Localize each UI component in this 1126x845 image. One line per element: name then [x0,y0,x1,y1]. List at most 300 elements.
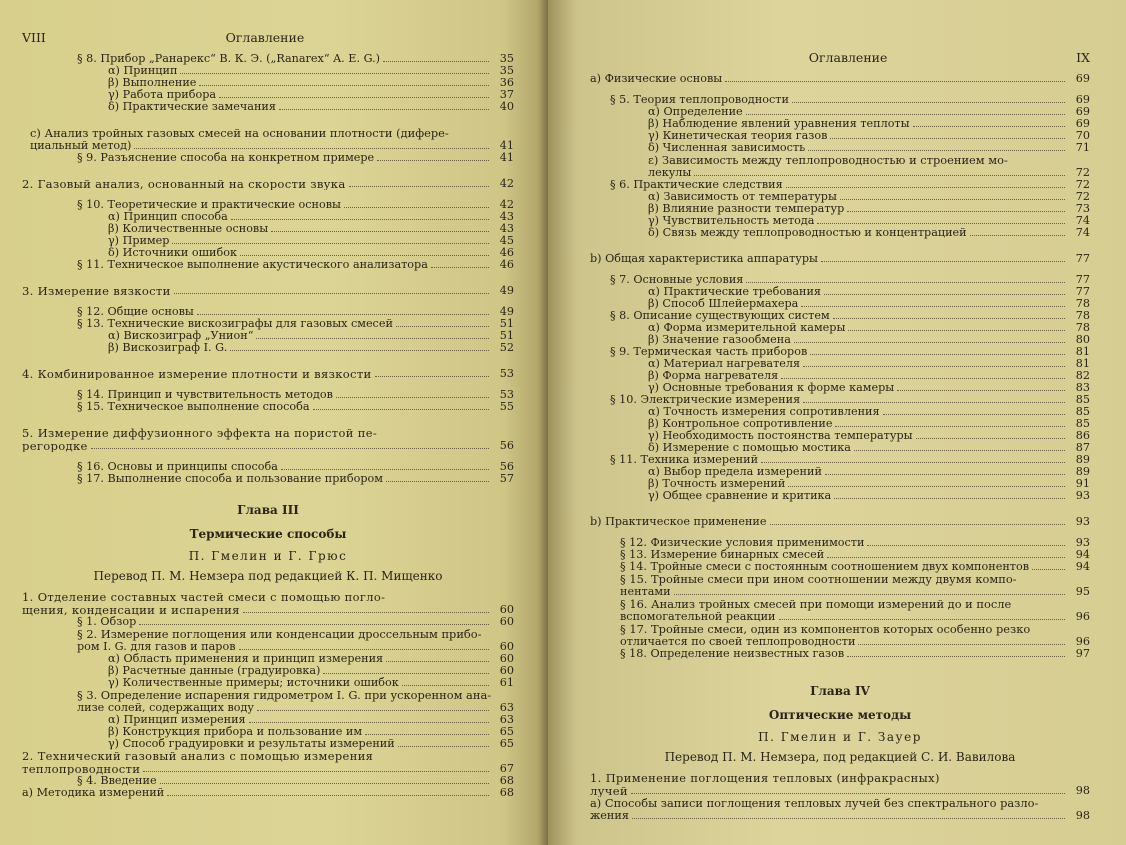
toc-entry [22,628,514,653]
dot-leader [219,97,489,98]
dot-leader [243,612,489,613]
spacer [22,452,514,461]
toc-page-number: 89 [1075,453,1090,466]
dot-leader [674,594,1065,595]
toc-page-number: 55 [499,400,514,413]
toc-entry [590,466,1090,478]
toc-page-number: 36 [499,76,514,89]
toc-entry [22,389,514,401]
toc-entry-line: циальный метод) [30,140,132,152]
toc-page-number: 93 [1075,536,1090,549]
toc-entry [590,430,1090,442]
toc-page-number: 72 [1075,190,1090,203]
chapter-authors: П. Гмелин и Г. Зауер [758,730,922,744]
dot-leader [794,342,1065,343]
toc-entry-label: § 12. Физические условия применимости [620,537,865,549]
dot-leader [840,199,1065,200]
dot-leader [770,524,1065,525]
dot-leader [375,376,489,377]
toc-entry [22,318,514,330]
dot-leader [230,350,489,351]
dot-leader [786,187,1065,188]
toc-entry [22,401,514,413]
toc-page-number: 63 [499,713,514,726]
toc-page-number: 41 [499,139,514,152]
toc-entry [22,235,514,247]
toc-page-number: 72 [1075,178,1090,191]
toc-entry [590,94,1090,106]
dot-leader [883,414,1065,415]
spacer [22,190,514,199]
toc-entry-label: § 4. Введение [77,775,157,787]
page-number: VIII [22,30,46,45]
toc-entry [22,461,514,473]
left-page [0,0,548,845]
dot-leader [827,557,1065,558]
toc-entry-label: δ) Измерение с помощью мостика [648,442,851,454]
dot-leader [824,294,1065,295]
spacer [22,164,514,178]
toc-entry-line: § 16. Анализ тройных смесей при помощи измерений до и после [620,597,1012,611]
toc-entry [590,154,1090,179]
dot-leader [858,644,1065,645]
toc-entry-label: § 8. Прибор „Ранарекс“ В. К. Э. („Ranarex“ A. E. G.) [77,53,381,65]
toc-entry-line: 2. Технический газовый анализ с помощью измерения [22,749,374,763]
toc-entry [590,537,1090,549]
toc-page-number: 85 [1075,405,1090,418]
toc-entry-label: α) Выбор предела измерений [648,466,822,478]
toc-list [590,73,1090,660]
toc-page-number: 67 [499,762,514,775]
dot-leader [788,486,1065,487]
dot-leader [143,771,489,772]
toc-entry [590,573,1090,598]
toc-entry [22,89,514,101]
dot-leader [344,207,489,208]
spacer [22,113,514,127]
toc-page-number: 42 [499,198,514,211]
toc-page-number: 78 [1075,297,1090,310]
toc-page-number: 52 [499,341,514,354]
toc-entry-label: § 5. Теория теплопроводности [610,94,789,106]
dot-leader [817,223,1065,224]
toc-entry-label: δ) Численная зависимость [648,142,806,154]
toc-entry [22,199,514,211]
dot-leader [847,656,1065,657]
toc-entry-line: § 17. Тройные смеси, один из компонентов которых особенно резко [620,622,1031,636]
toc-page-number: 98 [1075,809,1090,822]
toc-entry [22,178,514,190]
toc-entry [590,406,1090,418]
dot-leader [349,186,489,187]
toc-page-number: 85 [1075,417,1090,430]
dot-leader [377,160,489,161]
toc-page-number: 61 [499,676,514,689]
dot-leader [365,734,489,735]
toc-page-number: 49 [499,284,514,297]
dot-leader [336,397,489,398]
toc-page-number: 96 [1075,610,1090,623]
toc-entry-label: § 11. Техническое выполнение акустического анализатора [77,259,428,271]
dot-leader [172,243,489,244]
dot-leader [803,366,1065,367]
toc-page-number: 77 [1075,285,1090,298]
toc-entry-line: щения, конденсации и испарения [22,604,240,616]
toc-page-number: 78 [1075,309,1090,322]
dot-leader [897,390,1065,391]
toc-entry [590,253,1090,265]
toc-page-number: 60 [499,615,514,628]
toc-page-number: 73 [1075,202,1090,215]
toc-entry [590,298,1090,310]
toc-entry [590,418,1090,430]
dot-leader [694,175,1065,176]
toc-entry-line: 5. Измерение диффузионного эффекта на пористой пе- [22,426,378,440]
toc-entry-label: γ) Способ градуировки и результаты измерений [108,738,395,750]
toc-page-number: 74 [1075,226,1090,239]
toc-page-number: 53 [499,367,514,380]
dot-leader [913,126,1065,127]
toc-entry-label: γ) Работа прибора [108,89,217,101]
dot-leader [257,710,489,711]
toc-entry-label: γ) Пример [108,235,170,247]
toc-page-number: 91 [1075,477,1090,490]
toc-entry-label: α) Материал нагревателя [648,358,801,370]
dot-leader [725,81,1065,82]
toc-entry [22,665,514,677]
toc-entry-line: лучей [590,785,628,797]
dot-leader [847,211,1065,212]
toc-entry-label: α) Практические требования [648,286,821,298]
toc-page-number: 65 [499,737,514,750]
dot-leader [249,722,489,723]
toc-entry [22,285,514,297]
toc-entry [590,772,1090,797]
toc-entry-label: § 14. Принцип и чувствительность методов [77,389,333,401]
right-page-header [590,50,1090,65]
dot-leader [197,314,489,315]
toc-entry-label: § 13. Технические вискозиграфы для газовых смесей [77,318,393,330]
chapter-translation: Перевод П. М. Немзера под редакцией К. П. Мищенко [93,569,443,583]
toc-entry-line: теплопроводности [22,763,141,775]
toc-entry [22,750,514,775]
toc-entry [22,368,514,380]
toc-page-number: 94 [1075,560,1090,573]
toc-page-number: 41 [499,151,514,164]
toc-entry [22,127,514,152]
toc-page-number: 81 [1075,357,1090,370]
toc-page-number: 43 [499,222,514,235]
spacer [590,85,1090,94]
toc-entry-label: § 8. Описание существующих систем [610,310,830,322]
toc-page-number: 82 [1075,369,1090,382]
toc-entry [590,227,1090,239]
running-head: Оглавление [808,50,888,65]
toc-page-number: 83 [1075,381,1090,394]
toc-entry [590,358,1090,370]
toc-page-number: 51 [499,317,514,330]
toc-entry [590,394,1090,406]
toc-entry-label: δ) Связь между теплопроводностью и концентрацией [648,227,967,239]
toc-entry-line: отличается по своей теплопроводности [620,636,856,648]
toc-page-number: 70 [1075,129,1090,142]
toc-page-number: 40 [499,100,514,113]
toc-page-number: 93 [1075,515,1090,528]
dot-leader [631,793,1065,794]
toc-entry-label: § 9. Термическая часть приборов [610,346,808,358]
toc-entry-label: α) Принцип [108,65,178,77]
toc-entry-label: β) Контрольное сопротивление [648,418,833,430]
toc-entry-label: β) Значение газообмена [648,334,791,346]
toc-entry-label: β) Точность измерений [648,478,786,490]
toc-list [22,53,514,485]
toc-page-number: 56 [499,439,514,452]
toc-entry-label: β) Форма нагревателя [648,370,779,382]
toc-page-number: 95 [1075,585,1090,598]
toc-entry-label: § 10. Электрические измерения [610,394,801,406]
toc-entry-label: § 13. Измерение бинарных смесей [620,549,825,561]
toc-entry [590,797,1090,822]
toc-entry-line: § 2. Измерение поглощения или конденсации дроссельным прибо- [77,627,482,641]
toc-entry-label: § 16. Основы и принципы способа [77,461,278,473]
dot-leader [386,481,489,482]
toc-entry-label: γ) Необходимость постоянства температуры [648,430,913,442]
dot-leader [830,138,1065,139]
toc-page-number: 74 [1075,214,1090,227]
dot-leader [174,293,489,294]
dot-leader [139,624,489,625]
chapter-title: Оптические методы [768,708,912,722]
toc-entry [22,77,514,89]
toc-entry-label: а) Физические основы [590,73,723,85]
toc-entry-label: α) Принцип способа [108,211,228,223]
toc-entry-line: лизе солей, содержащих воду [77,702,255,714]
dot-leader [431,267,489,268]
toc-page-number: 68 [499,774,514,787]
toc-page-number: 51 [499,329,514,342]
spacer [590,502,1090,516]
toc-page-number: 98 [1075,784,1090,797]
toc-entry-line: с) Анализ тройных газовых смесей на основании плотности (дифере- [30,126,449,140]
toc-page-number: 49 [499,305,514,318]
toc-page-number: 87 [1075,441,1090,454]
toc-entry [22,53,514,65]
dot-leader [781,378,1065,379]
toc-page-number: 77 [1075,273,1090,286]
toc-entry-label: α) Вискозиграф „Унион“ [108,330,254,342]
toc-entry [22,247,514,259]
spacer [22,380,514,389]
toc-page-number: 63 [499,701,514,714]
toc-entry-label: β) Влияние разности температур [648,203,845,215]
toc-entry [590,310,1090,322]
toc-entry [22,726,514,738]
toc-entry [22,427,514,452]
toc-entry [590,286,1090,298]
dot-leader [231,219,489,220]
left-page-header [22,30,514,45]
dot-leader [256,338,489,339]
toc-entry-label: § 11. Техника измерений [610,454,759,466]
toc-page-number: 56 [499,460,514,473]
toc-entry [590,191,1090,203]
dot-leader [803,402,1065,403]
toc-entry-label: δ) Практические замечания [108,101,276,113]
toc-entry [590,346,1090,358]
toc-page-number: 60 [499,664,514,677]
dot-leader [746,114,1065,115]
dot-leader [281,469,489,470]
toc-entry [22,653,514,665]
toc-entry-label: α) Форма измерительной камеры [648,322,846,334]
toc-entry [590,516,1090,528]
toc-entry [22,65,514,77]
toc-page-number: 69 [1075,117,1090,130]
dot-leader [779,619,1066,620]
spacer [22,271,514,285]
toc-entry-label: γ) Кинетическая теория газов [648,130,828,142]
toc-entry [590,442,1090,454]
dot-leader [916,438,1065,439]
toc-page-number: 80 [1075,333,1090,346]
running-head: Оглавление [225,30,305,45]
dot-leader [134,148,489,149]
toc-entry [22,259,514,271]
toc-entry [22,787,514,799]
toc-page-number: 69 [1075,72,1090,85]
chapter-authors: П. Гмелин и Г. Грюс [188,549,348,563]
toc-entry-label: β) Выполнение [108,77,197,89]
toc-entry-line: а) Способы записи поглощения тепловых лучей без спектрального разло- [590,796,1039,810]
page-number: IX [1076,50,1090,65]
toc-page-number: 65 [499,725,514,738]
toc-entry [590,623,1090,648]
dot-leader [383,61,489,62]
dot-leader [867,545,1065,546]
dot-leader [199,85,489,86]
toc-page-number: 35 [499,52,514,65]
toc-page-number: 60 [499,652,514,665]
chapter-label: Глава IV [810,684,870,698]
dot-leader [386,661,489,662]
toc-entry-label: α) Точность измерения сопротивления [648,406,880,418]
toc-entry [22,775,514,787]
spacer [590,265,1090,274]
toc-entry-line: лекулы [648,167,692,179]
toc-entry-label: β) Количественные основы [108,223,269,235]
toc-page-number: 78 [1075,321,1090,334]
toc-page-number: 94 [1075,548,1090,561]
dot-leader [835,426,1065,427]
toc-page-number: 97 [1075,647,1090,660]
toc-page-number: 46 [499,258,514,271]
spacer [22,297,514,306]
toc-entry-line: вспомогательной реакции [620,611,776,623]
toc-page-number: 53 [499,388,514,401]
toc-entry [590,106,1090,118]
toc-entry-label: δ) Источники ошибок [108,247,237,259]
dot-leader [180,73,489,74]
toc-entry [590,648,1090,660]
toc-entry-label: § 12. Общие основы [77,306,194,318]
toc-page-number: 71 [1075,141,1090,154]
dot-leader [632,818,1065,819]
toc-entry [590,549,1090,561]
chapter-label: Глава III [237,503,299,517]
dot-leader [761,462,1065,463]
toc-entry [22,306,514,318]
dot-leader [396,326,489,327]
toc-entry-label: § 14. Тройные смеси с постоянным соотношением двух компонентов [620,561,1029,573]
toc-entry-label: γ) Основные требования к форме камеры [648,382,895,394]
toc-page-number: 69 [1075,105,1090,118]
toc-entry [590,274,1090,286]
toc-entry-line: ром I. G. для газов и паров [77,641,236,653]
toc-page-number: 57 [499,472,514,485]
toc-entry [590,130,1090,142]
toc-entry-label: α) Принцип измерения [108,714,246,726]
toc-entry [22,714,514,726]
toc-entry-label: γ) Количественные примеры; источники ошибок [108,677,399,689]
toc-list [590,772,1090,822]
dot-leader [746,282,1065,283]
right-page [548,0,1126,845]
toc-entry [22,591,514,616]
toc-page-number: 69 [1075,93,1090,106]
dot-leader [808,150,1065,151]
toc-page-number: 72 [1075,166,1090,179]
toc-entry-label: § 6. Практические следствия [610,179,783,191]
toc-entry-label: α) Определение [648,106,743,118]
toc-entry [590,322,1090,334]
toc-page-number: 85 [1075,393,1090,406]
toc-entry [22,689,514,714]
toc-entry [590,382,1090,394]
toc-entry [590,370,1090,382]
dot-leader [825,474,1065,475]
toc-entry-line: 1. Отделение составных частей смеси с помощью погло- [22,590,386,604]
toc-entry-line: жения [590,810,629,822]
dot-leader [167,795,489,796]
toc-entry [590,73,1090,85]
chapter-translation: Перевод П. М. Немзера, под редакцией С. И. Вавилова [664,750,1016,764]
toc-entry-label: § 17. Выполнение способа и пользование прибором [77,473,383,485]
toc-page-number: 42 [499,177,514,190]
dot-leader [792,102,1065,103]
toc-entry-label: b) Практическое применение [590,516,767,528]
toc-entry [22,223,514,235]
toc-entry [22,473,514,485]
dot-leader [854,450,1065,451]
toc-entry-label: β) Наблюдение явлений уравнения теплоты [648,118,910,130]
dot-leader [313,409,489,410]
dot-leader [801,306,1065,307]
toc-entry-label: § 9. Разъяснение способа на конкретном примере [77,152,375,164]
toc-entry-label: 4. Комбинированное измерение плотности и вязкости [22,368,372,380]
toc-entry [590,454,1090,466]
spacer [590,528,1090,537]
toc-entry-label: 2. Газовый анализ, основанный на скорости звука [22,178,346,190]
dot-leader [848,330,1065,331]
dot-leader [240,255,489,256]
toc-page-number: 45 [499,234,514,247]
toc-entry [590,179,1090,191]
dot-leader [279,109,489,110]
toc-entry-line: § 3. Определение испарения гидрометром I. G. при ускоренном ана- [77,688,492,702]
toc-entry [590,203,1090,215]
toc-entry [590,215,1090,227]
toc-page-number: 86 [1075,429,1090,442]
